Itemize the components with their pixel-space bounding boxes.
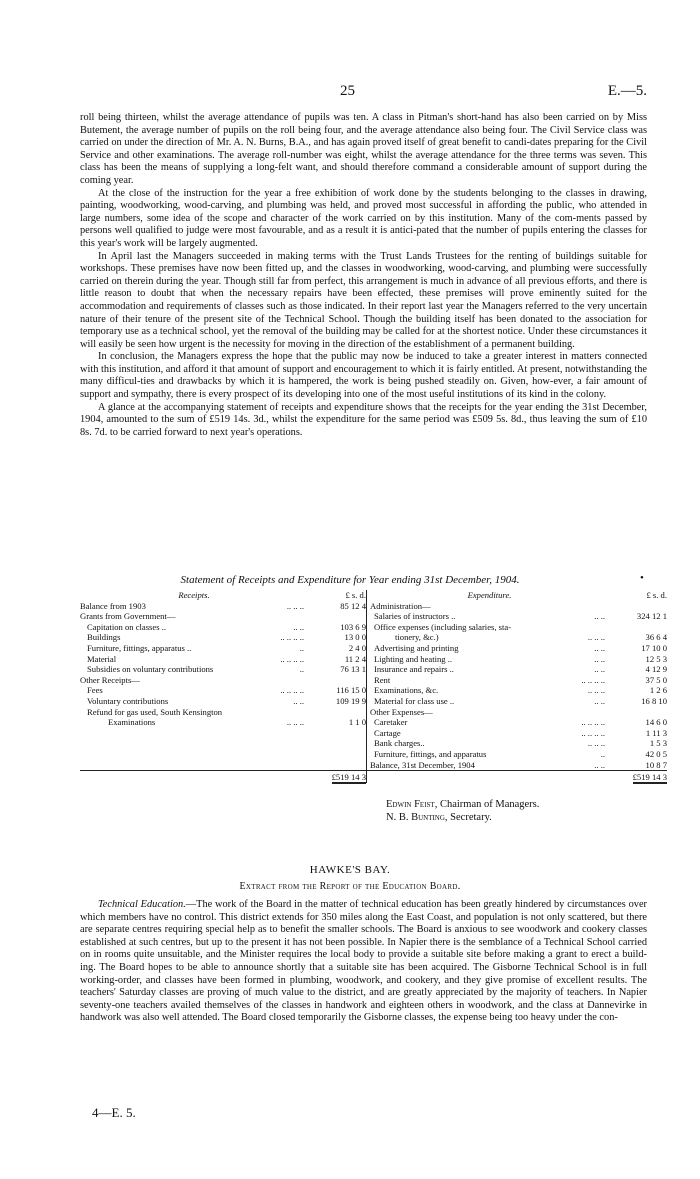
table-row [80, 707, 667, 718]
table-row [80, 760, 667, 771]
money-heading: £ s. d. [646, 590, 667, 600]
signatory-name: N. B. Bunting [386, 812, 445, 823]
receipt-label: Other Receipts— [80, 674, 140, 685]
receipt-amount: 76 13 1 [340, 664, 366, 675]
expenditure-label: Caretaker [374, 717, 408, 728]
expenditure-label: Bank charges.. [374, 738, 425, 749]
expenditure-amount: 1 2 6 [649, 685, 667, 696]
section-subheading: Extract from the Report of the Education Board. [239, 881, 461, 892]
paragraph: At the close of the instruction for the year a free exhibition of work done by the students belonging to the classes in drawing, painting, woodworking, wood-carving, and plumbing was held, and proved most successful in affording the public, who attended in large numbers, some idea of the scope and character of the work carried on by this institution. Many of the com-ments passed by persons well qualified to judge were most favourable, and as a result it is antici-pated that the number of pupils entering the classes for this year's work will be largely augmented. [80, 187, 647, 249]
table-row [80, 654, 667, 665]
receipt-amount: 13 0 0 [344, 632, 366, 643]
leader-dots: .. .. [594, 695, 605, 706]
receipt-label: Material [87, 653, 117, 664]
expenditure-amount: 17 10 0 [641, 642, 667, 653]
total-receipts: £519 14 3 [331, 772, 366, 783]
expenditure-amount: 16 8 10 [641, 695, 667, 706]
leader-dots: .. .. .. [286, 600, 304, 611]
expenditure-amount: 1 11 3 [645, 727, 667, 738]
table-row [80, 675, 667, 686]
table-header-row [80, 590, 667, 601]
table-row [80, 601, 667, 612]
expenditure-amount: 1 5 3 [649, 738, 667, 749]
expenditure-label: Insurance and repairs .. [374, 664, 454, 675]
signature-block [386, 798, 539, 824]
leader-dots: .. .. .. .. [581, 674, 605, 685]
table-row [80, 749, 667, 760]
leader-dots: .. .. [594, 664, 605, 675]
leader-dots: .. [299, 664, 304, 675]
leader-dots: .. .. [293, 621, 304, 632]
receipt-amount: 1 1 0 [348, 717, 366, 728]
leader-dots: .. [600, 748, 605, 759]
leader-dots: .. .. [594, 642, 605, 653]
expenditure-label: Advertising and printing [374, 642, 459, 653]
signature-mark: 4—E. 5. [92, 1105, 136, 1120]
margin-mark: • [640, 572, 644, 584]
page-number: 25 [340, 83, 355, 99]
signatory-role: , Chairman of Managers. [434, 799, 540, 810]
receipt-label: Subsidies on voluntary contributions [87, 664, 214, 675]
paragraph: In conclusion, the Managers express the hope that the public may now be induced to take a greater interest in matters connected with this institution, and afford it that amount of support and encouragement to which it is fairly entitled. At present, notwithstanding the many difficul-ties and drawbacks by which it is hampered, the work is being pushed steadily on. Given, how-ever, a fair amount of support and sympathy, there is every prospect of its developing into one of the most useful institutions of its kind in the colony. [80, 351, 647, 401]
table-row [80, 728, 667, 739]
leader-dots: .. .. [594, 611, 605, 622]
receipt-label: Capitation on classes .. [87, 621, 167, 632]
leader-dots: .. .. [594, 759, 605, 770]
receipt-amount: 109 19 9 [335, 695, 366, 706]
hawkes-bay-text [80, 899, 647, 1025]
receipt-label: Furniture, fittings, apparatus .. [87, 642, 192, 653]
leader-dots: .. [299, 642, 304, 653]
receipt-label: Grants from Government— [80, 611, 176, 622]
leader-dots: .. .. .. .. [280, 653, 304, 664]
receipt-label: Refund for gas used, South Kensington [87, 706, 223, 717]
totals-row [80, 771, 667, 783]
receipt-amount: 11 2 4 [344, 653, 366, 664]
receipt-amount: 103 6 9 [340, 621, 366, 632]
receipts-heading: Receipts. [178, 590, 210, 600]
expenditure-label: tionery, &c.) [395, 632, 439, 643]
table-row [80, 664, 667, 675]
paragraph: A glance at the accompanying statement of receipts and expenditure shows that the receipts for the year ending the 31st December, 1904, amounted to the sum of £519 14s. 3d., whilst the expenditure for the same period was £509 5s. 8d., thus leaving the sum of £10 8s. 7d. to be carried forward to next year's operations. [80, 401, 647, 438]
expenditure-amount: 10 8 7 [645, 759, 667, 770]
expenditure-label: Other Expenses— [370, 706, 433, 717]
leader-dots: .. .. .. [587, 685, 605, 696]
expenditure-heading: Expenditure. [367, 590, 610, 601]
receipt-label: Balance from 1903 [80, 600, 146, 611]
table-row [80, 696, 667, 707]
expenditure-amount: 12 5 3 [645, 653, 667, 664]
expenditure-label: Material for class use .. [374, 695, 455, 706]
leader-dots: .. .. .. [587, 738, 605, 749]
receipt-label: Voluntary contributions [87, 695, 169, 706]
signatory-name: Edwin Feist [386, 799, 435, 810]
receipt-amount: 2 4 0 [348, 642, 366, 653]
receipt-label: Buildings [87, 632, 121, 643]
paragraph-body: —The work of the Board in the matter of technical education has been greatly hindered by circumstances over which members have no control. This district extends for 350 miles along the East Coast, and population is not only scattered, but there are separate centres requiring special help as to benefit the smaller schools. The Board is anxious to see woodwork and cookery classes established at such centres, but up to the present it has not been possible. In Napier there is the semblance of a Technical School carried on in rooms quite unsuitable, and the Minister requires the local body to provide a suitable site before making a grant to erect a build-ing. The Board hopes to be able to announce shortly that a suitable site has been acquired. The Gisborne Technical School is in full working-order, and classes have been formed in plumbing, woodwork, and cookery, and they give promise of excellent results. The teachers' Saturday classes are proving of much value to the district, and are greatly appreciated by the majority of teachers. In Napier seventy-one teachers availed themselves of the classes in handwork and eighteen others in woodwork, and the class at Dannevirke in handwork was also well attended. The Board closed temporarily the Gisborne classes, the expense being too heavy under the con- [80, 899, 647, 1024]
leader-dots: .. .. .. .. [581, 717, 605, 728]
table-row [80, 622, 667, 633]
table-row [80, 738, 667, 749]
expenditure-label: Examinations, &c. [374, 685, 439, 696]
expenditure-label: Cartage [374, 727, 401, 738]
table-row [80, 643, 667, 654]
signature-chairman [386, 798, 539, 811]
leader-dots: .. .. .. [286, 717, 304, 728]
money-heading: £ s. d. [345, 590, 366, 600]
table-row [80, 632, 667, 643]
expenditure-amount: 4 12 9 [645, 664, 667, 675]
statement-title: Statement of Receipts and Expenditure for Year ending 31st December, 1904. [180, 574, 520, 586]
paragraph: In April last the Managers succeeded in making terms with the Trust Lands Trustees for the renting of buildings suitable for workshops. These premises have now been fitted up, and the classes in woodworking, wood-carving, and plumbing were successfully carried on therein during the year. Though still far from perfect, this arrangement is much in advance of all previous efforts, and there is little reason to doubt that when the necessary repairs have been effected, these premises will prove eminently suited for the accommodation and requirements of classes such as those indicated. In their report last year the Managers referred to the very uncertain nature of their tenure of the present site of the Technical School. Though the building itself has been donated to the association for temporary use as a technical school, yet the removal of the building may be called for at the shortest notice. Under these circumstances it will easily be seen how urgent is the necessity for moving in the direction of the establishment of a permanent building. [80, 250, 647, 350]
signatory-role: , Secretary. [444, 812, 492, 823]
expenditure-amount: 14 6 0 [645, 717, 667, 728]
leader-dots: .. .. .. .. [280, 632, 304, 643]
receipt-amount: 85 12 4 [340, 600, 366, 611]
expenditure-amount: 37 5 0 [645, 674, 667, 685]
paragraph [80, 899, 647, 1025]
receipt-amount: 116 15 0 [336, 685, 366, 696]
expenditure-amount: 36 6 4 [645, 632, 667, 643]
expenditure-label: Rent [374, 674, 391, 685]
leader-dots: .. .. [594, 653, 605, 664]
leader-dots: .. .. .. .. [280, 685, 304, 696]
expenditure-label: Lighting and heating .. [374, 653, 453, 664]
total-expenditure: £519 14 3 [632, 772, 667, 783]
table-row [80, 685, 667, 696]
expenditure-amount: 324 12 1 [636, 611, 667, 622]
expenditure-label: Administration— [370, 600, 431, 611]
leader-dots: .. .. .. [587, 632, 605, 643]
expenditure-label: Furniture, fittings, and apparatus [374, 748, 487, 759]
signature-secretary [386, 811, 539, 824]
expenditure-amount: 42 0 5 [645, 748, 667, 759]
table-row [80, 717, 667, 728]
leader-dots: .. .. .. .. [581, 727, 605, 738]
paragraph: roll being thirteen, whilst the average attendance of pupils was ten. A class in Pitman's short-hand has also been carried on by Miss Butement, the average number of pupils on the roll being four, and the average attendance also being four. The Civil Service class was carried on under the direction of Mr. A. N. Burns, B.A., and has again proved itself of great benefit to candi-dates preparing for the Civil Service and other examinations. The average roll-number was eight, whilst the average attendance for the three terms was seven. This class has been the means of supplying a long-felt want, and should therefore command a considerable amount of support during the coming year. [80, 112, 647, 186]
leader-dots: .. .. [293, 695, 304, 706]
expenditure-label: Salaries of instructors .. [374, 611, 456, 622]
receipts-expenditure-table [80, 590, 667, 783]
document-reference: E.—5. [607, 83, 647, 99]
section-heading: HAWKE'S BAY. [309, 864, 391, 876]
paragraph-lead: Technical Education. [98, 899, 186, 910]
receipt-label: Fees [87, 685, 103, 696]
report-body-text [80, 112, 647, 439]
page-header [0, 83, 700, 99]
expenditure-label: Office expenses (including salaries, sta- [374, 621, 512, 632]
expenditure-label: Balance, 31st December, 1904 [370, 759, 475, 770]
receipt-label: Examinations [108, 717, 156, 728]
table-row [80, 611, 667, 622]
